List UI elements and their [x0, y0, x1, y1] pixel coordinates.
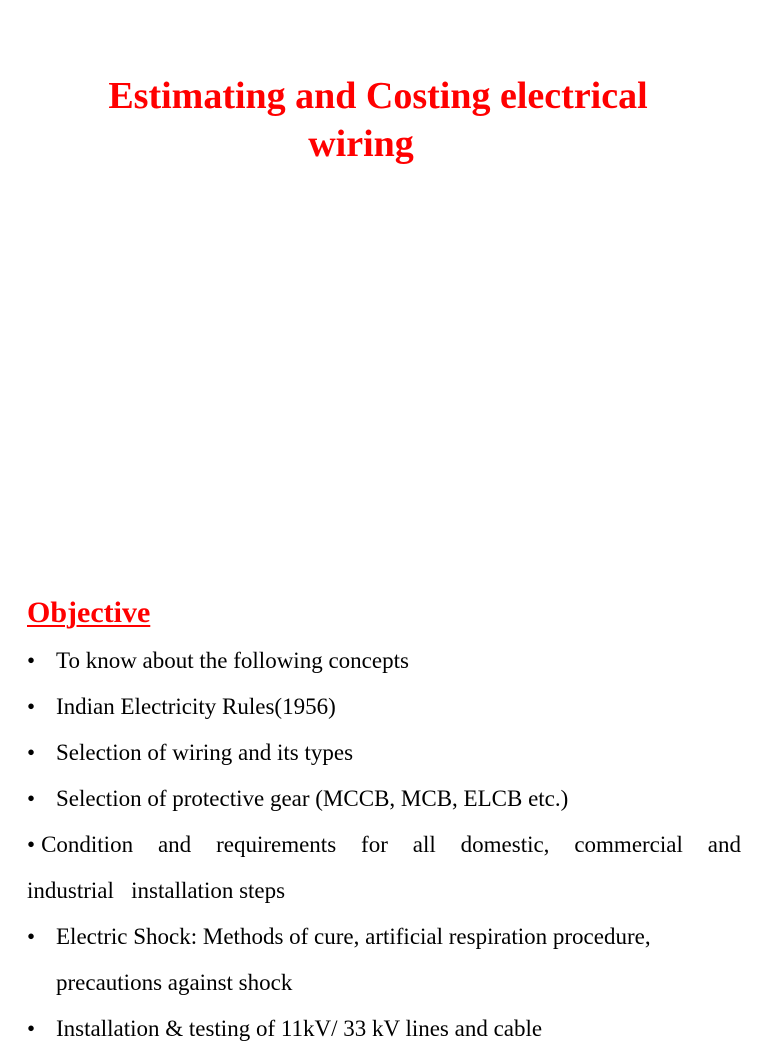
list-item-text-line-2: industrial installation steps [27, 878, 286, 903]
list-item-text: Selection of protective gear (MCCB, MCB, ELCB etc.) [56, 786, 569, 811]
bullet-icon: • [27, 1016, 36, 1041]
list-item-text: Indian Electricity Rules(1956) [56, 694, 336, 719]
title-line-2: wiring [308, 123, 414, 165]
bullet-icon: • [27, 694, 36, 719]
list-item [0, 730, 768, 776]
list-item-text: To know about the following concepts [56, 648, 409, 673]
list-item-text: Condition and requirements for all domestic, commercial and [41, 832, 741, 857]
list-item [0, 638, 768, 684]
list-item-text-line-2: precautions against shock [56, 970, 293, 995]
list-item-text: Installation & testing of 11kV/ 33 kV lines and cable [56, 1016, 543, 1041]
bullet-icon: • [27, 786, 36, 811]
bullet-icon: • [27, 740, 36, 765]
list-item [0, 1006, 768, 1052]
list-item [0, 914, 768, 1006]
list-item-text-line-1 [27, 822, 741, 868]
section-heading-objective: Objective [27, 596, 151, 629]
bullet-icon: • [27, 648, 36, 673]
bullet-icon: • [27, 924, 36, 949]
bullet-icon: • [27, 832, 36, 857]
list-item [0, 776, 768, 822]
title-line-1: Estimating and Costing electrical [108, 75, 648, 117]
objective-list [0, 638, 768, 1052]
list-item-text-line-1: Electric Shock: Methods of cure, artificial respiration procedure, [56, 924, 651, 949]
list-item-text: Selection of wiring and its types [56, 740, 354, 765]
list-item [0, 684, 768, 730]
list-item [27, 822, 741, 914]
document-title [0, 72, 768, 168]
